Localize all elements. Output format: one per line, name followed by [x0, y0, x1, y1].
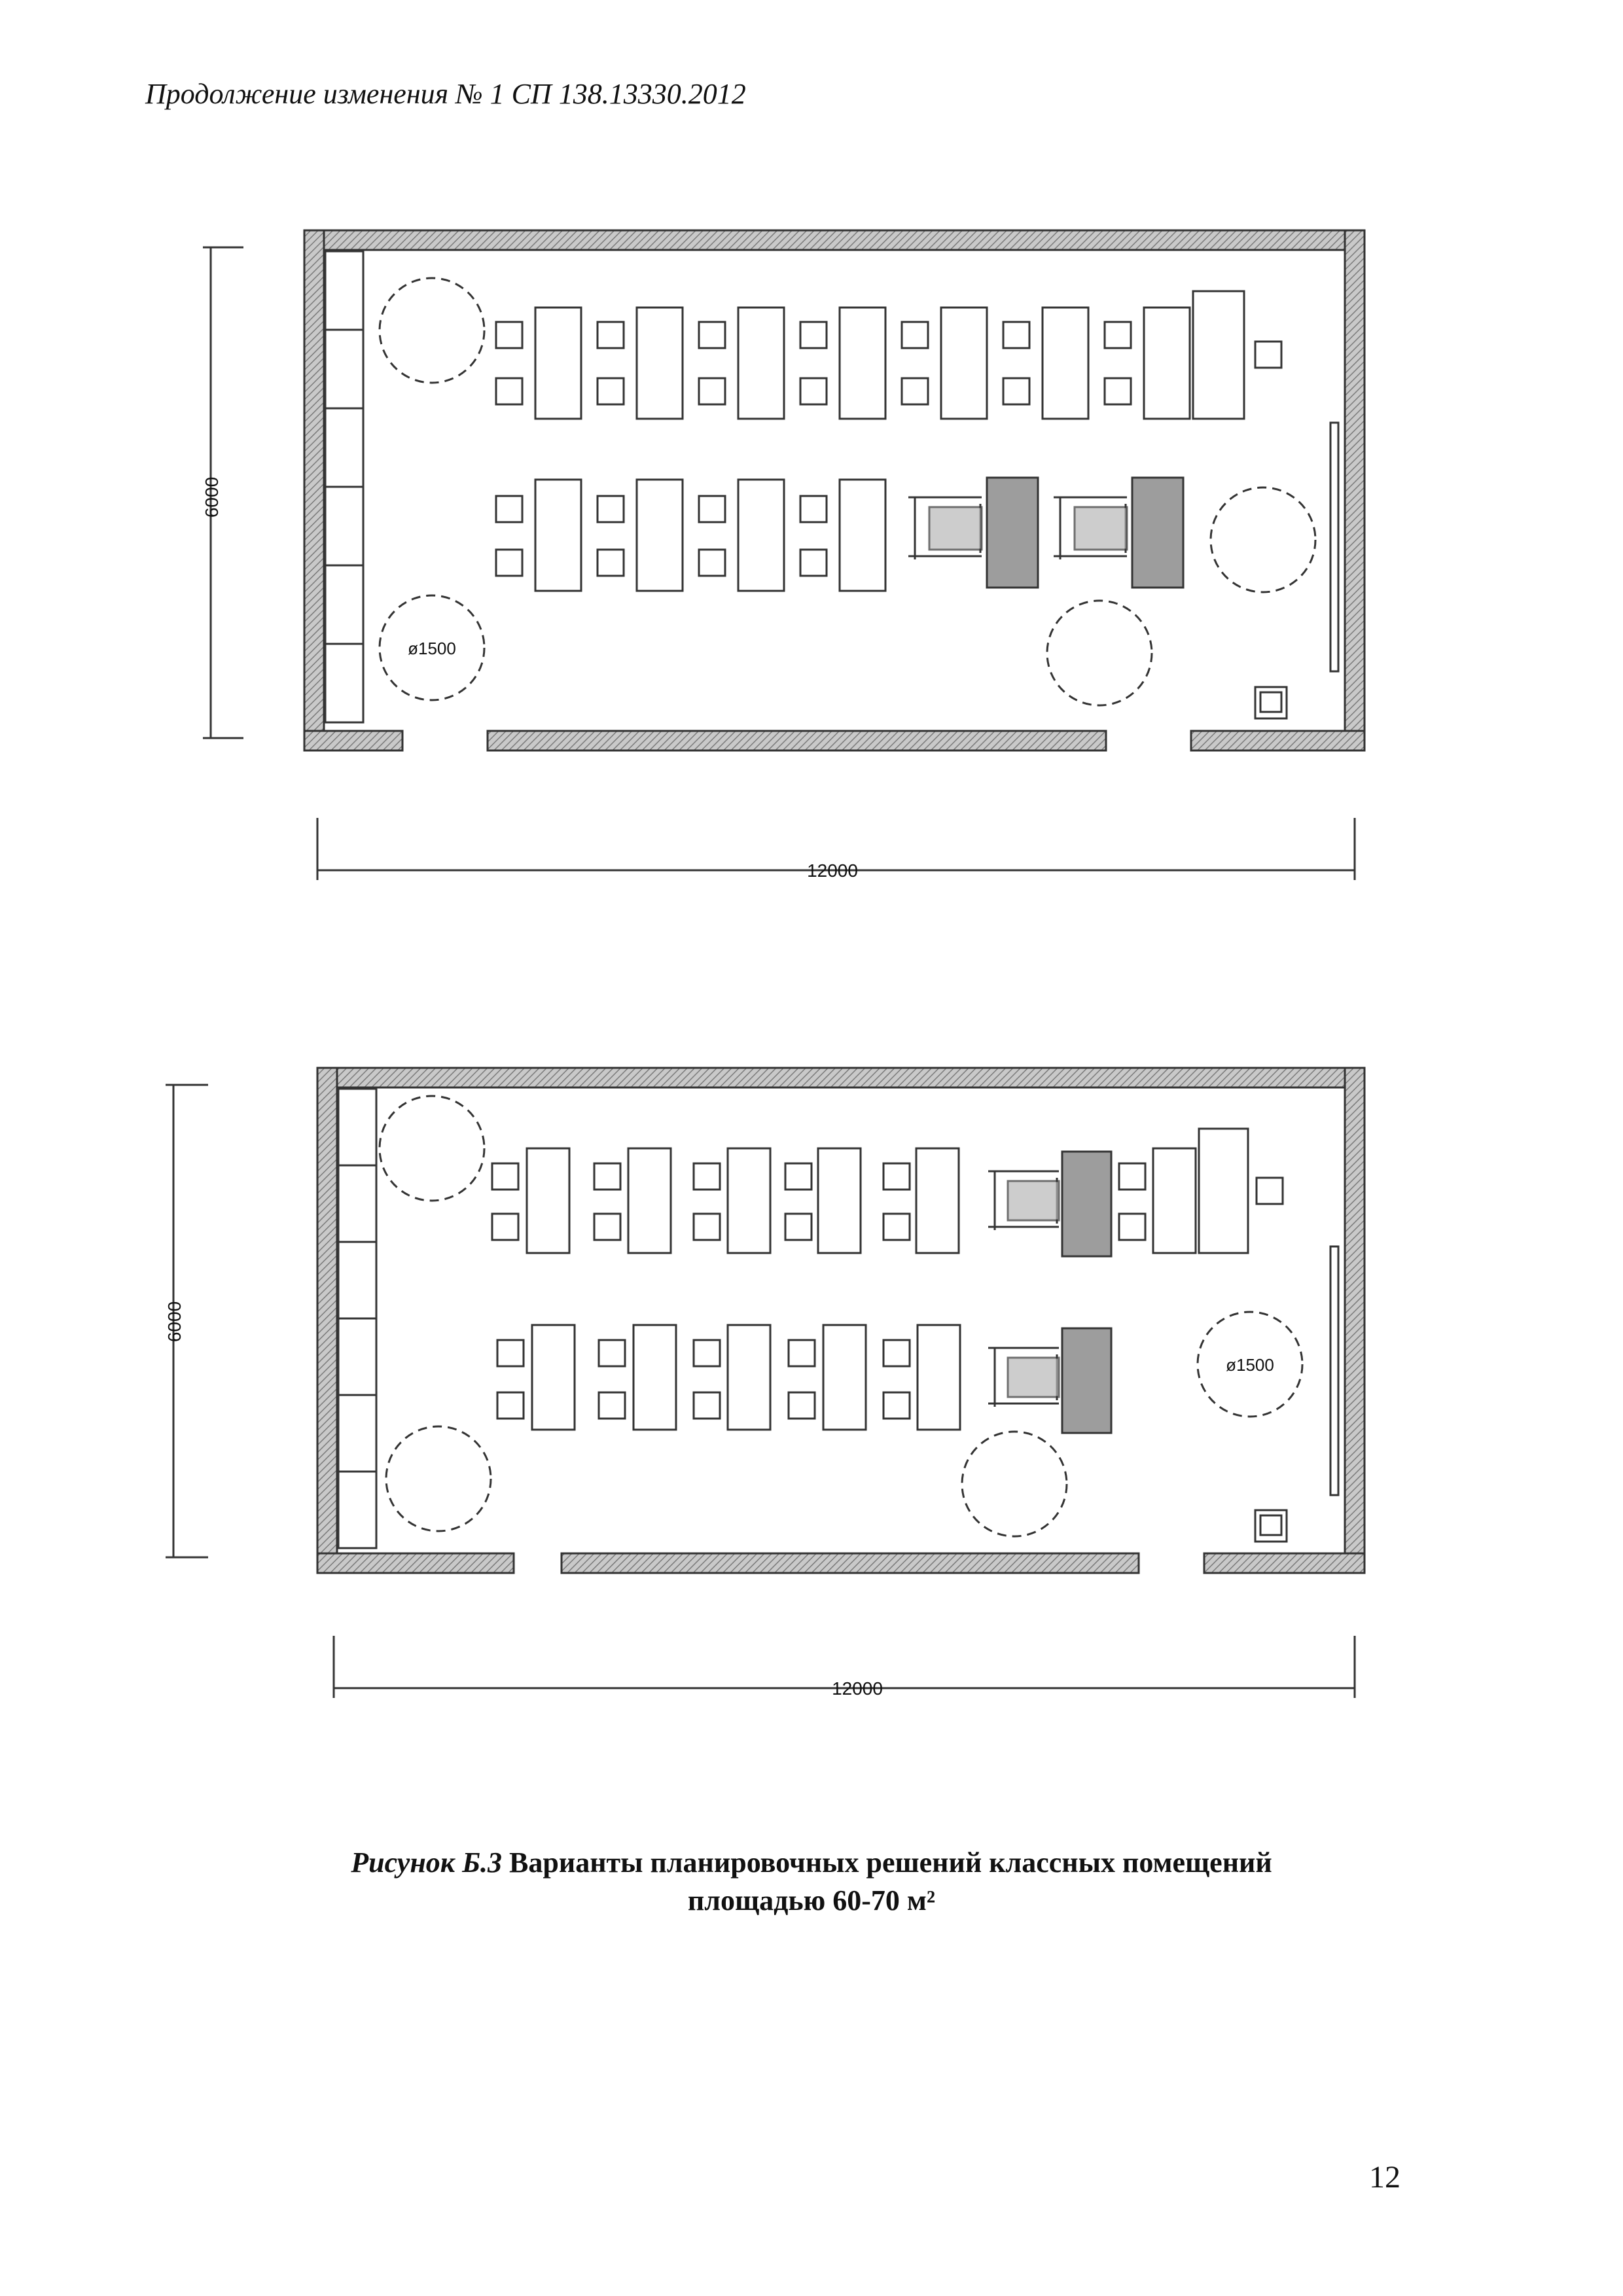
desk-row-2 [496, 480, 885, 591]
desk-row-1 [496, 291, 1281, 419]
floor-plan-variant-2 [0, 1047, 1623, 1701]
circle-diameter-label: ø1500 [408, 639, 456, 658]
wheelchair-place-1 [908, 478, 1038, 588]
page-number: 12 [1369, 2160, 1400, 2195]
wall-cabinets [325, 251, 363, 722]
sink [1255, 687, 1287, 718]
wheelchair-place-2 [988, 1328, 1111, 1433]
sink [1255, 1510, 1287, 1542]
floor-plan-variant-1 [0, 209, 1623, 903]
room-width-dimension: 12000 [807, 860, 858, 881]
caption-line-1 [0, 1844, 1623, 1882]
room-width-dimension: 12000 [832, 1678, 883, 1699]
figure-title: Варианты планировочных решений классных помещений [509, 1846, 1272, 1879]
wall-cabinets [338, 1089, 376, 1548]
desk-row-2 [497, 1325, 960, 1430]
wheelchair-place-1 [988, 1152, 1111, 1256]
wheelchair-place-2 [1054, 478, 1183, 588]
figure-caption [0, 1844, 1623, 1920]
room-height-dimension: 6000 [164, 1301, 185, 1343]
desk-row-1 [492, 1129, 1283, 1253]
running-header: Продолжение изменения № 1 СП 138.13330.2012 [145, 78, 746, 110]
figure-label: Рисунок Б.3 [351, 1846, 503, 1879]
board [1330, 423, 1338, 671]
room-height-dimension: 6000 [202, 476, 222, 518]
board [1330, 1246, 1338, 1495]
figure-subtitle: площадью 60-70 м² [687, 1884, 936, 1916]
circle-diameter-label: ø1500 [1226, 1355, 1274, 1375]
